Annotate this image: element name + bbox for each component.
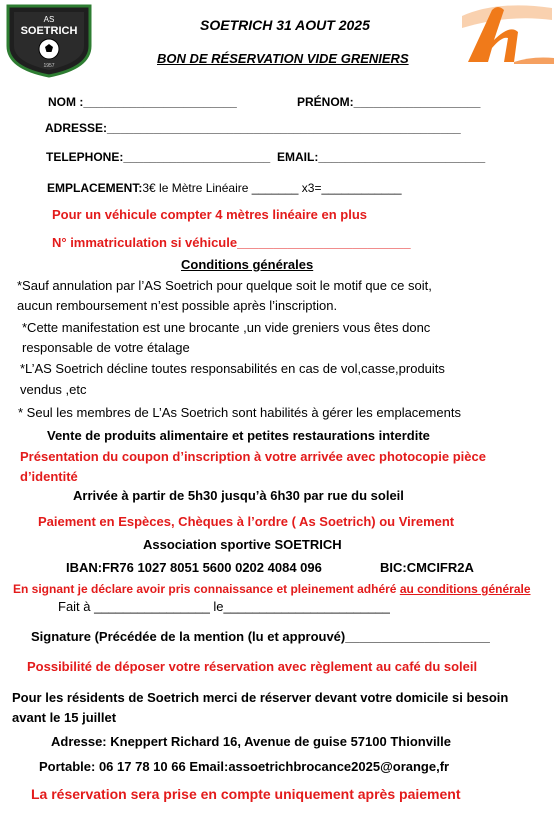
- signant-notice: [13, 582, 531, 596]
- vehicule-note: Pour un véhicule compter 4 mètres linéaire en plus: [52, 207, 367, 222]
- vente-notice: Vente de produits alimentaire et petites restaurations interdite: [47, 428, 430, 443]
- contact-address: Adresse: Kneppert Richard 16, Avenue de guise 57100 Thionville: [51, 734, 452, 749]
- immatriculation-field[interactable]: N° immatriculation si véhicule________________________: [52, 235, 411, 250]
- emplacement-value: 3€ le Mètre Linéaire _______ x3=____________: [142, 181, 402, 195]
- page-subtitle: BON DE RÉSERVATION VIDE GRENIERS: [157, 51, 409, 66]
- signature-field[interactable]: Signature (Précédée de la mention (lu et approuvé)____________________: [31, 629, 490, 644]
- telephone-field[interactable]: TELEPHONE:______________________: [46, 150, 271, 164]
- fait-a-field[interactable]: Fait à ________________ le_______________________: [58, 599, 390, 614]
- contact-phone-email: Portable: 06 17 78 10 66 Email:assoetrichbrocance2025@orange,fr: [39, 759, 450, 774]
- final-notice: La réservation sera prise en compte uniquement après paiement: [31, 786, 461, 802]
- arrivee-notice: Arrivée à partir de 5h30 jusqu’à 6h30 par rue du soleil: [73, 488, 404, 503]
- condition-2-line2: responsable de votre étalage: [22, 340, 190, 355]
- signant-text: En signant je déclare avoir pris connaissance et pleinement adhéré: [13, 582, 400, 596]
- adresse-field[interactable]: ADRESSE:_____________________________________________________: [45, 121, 461, 135]
- residents-notice-line1: Pour les résidents de Soetrich merci de réserver devant votre domicile si besoin: [12, 690, 509, 705]
- condition-3-line1: *L’AS Soetrich décline toutes responsabilités en cas de vol,casse,produits: [20, 361, 445, 376]
- nom-field[interactable]: NOM :_______________________: [48, 95, 237, 109]
- condition-1-line2: aucun remboursement n’est possible après l’inscription.: [17, 298, 338, 313]
- emplacement-field[interactable]: [47, 181, 402, 195]
- club-logo: [4, 2, 94, 78]
- bic: BIC:CMCIFR2A: [380, 560, 474, 575]
- email-field[interactable]: EMAIL:_________________________: [277, 150, 486, 164]
- condition-4: * Seul les membres de L’As Soetrich sont habilités à gérer les emplacements: [18, 405, 461, 420]
- association-name: Association sportive SOETRICH: [143, 537, 342, 552]
- logo-text-year: 1957: [43, 63, 55, 69]
- cafe-notice: Possibilité de déposer votre réservation avec règlement au café du soleil: [27, 659, 478, 674]
- residents-notice-line2: avant le 15 juillet: [12, 710, 117, 725]
- condition-3-line2: vendus ,etc: [20, 382, 87, 397]
- coupon-notice-line2: d’identité: [20, 469, 78, 484]
- partner-logo: [458, 2, 558, 66]
- prenom-field[interactable]: PRÉNOM:___________________: [297, 95, 481, 109]
- page-title: SOETRICH 31 AOUT 2025: [200, 17, 370, 33]
- condition-1-line1: *Sauf annulation par l’AS Soetrich pour quelque soit le motif que ce soit,: [17, 278, 432, 293]
- conditions-heading: Conditions générales: [181, 257, 314, 272]
- conditions-link[interactable]: au conditions générale: [399, 582, 531, 596]
- logo-text-as: AS: [43, 15, 55, 24]
- coupon-notice-line1: Présentation du coupon d’inscription à votre arrivée avec photocopie pièce: [20, 449, 486, 464]
- logo-text-name: SOETRICH: [20, 25, 78, 37]
- paiement-notice: Paiement en Espèces, Chèques à l’ordre ( As Soetrich) ou Virement: [38, 514, 455, 529]
- emplacement-label: EMPLACEMENT:: [47, 181, 143, 195]
- iban: IBAN:FR76 1027 8051 5600 0202 4084 096: [66, 560, 322, 575]
- condition-2-line1: *Cette manifestation est une brocante ,un vide greniers vous êtes donc: [22, 320, 431, 335]
